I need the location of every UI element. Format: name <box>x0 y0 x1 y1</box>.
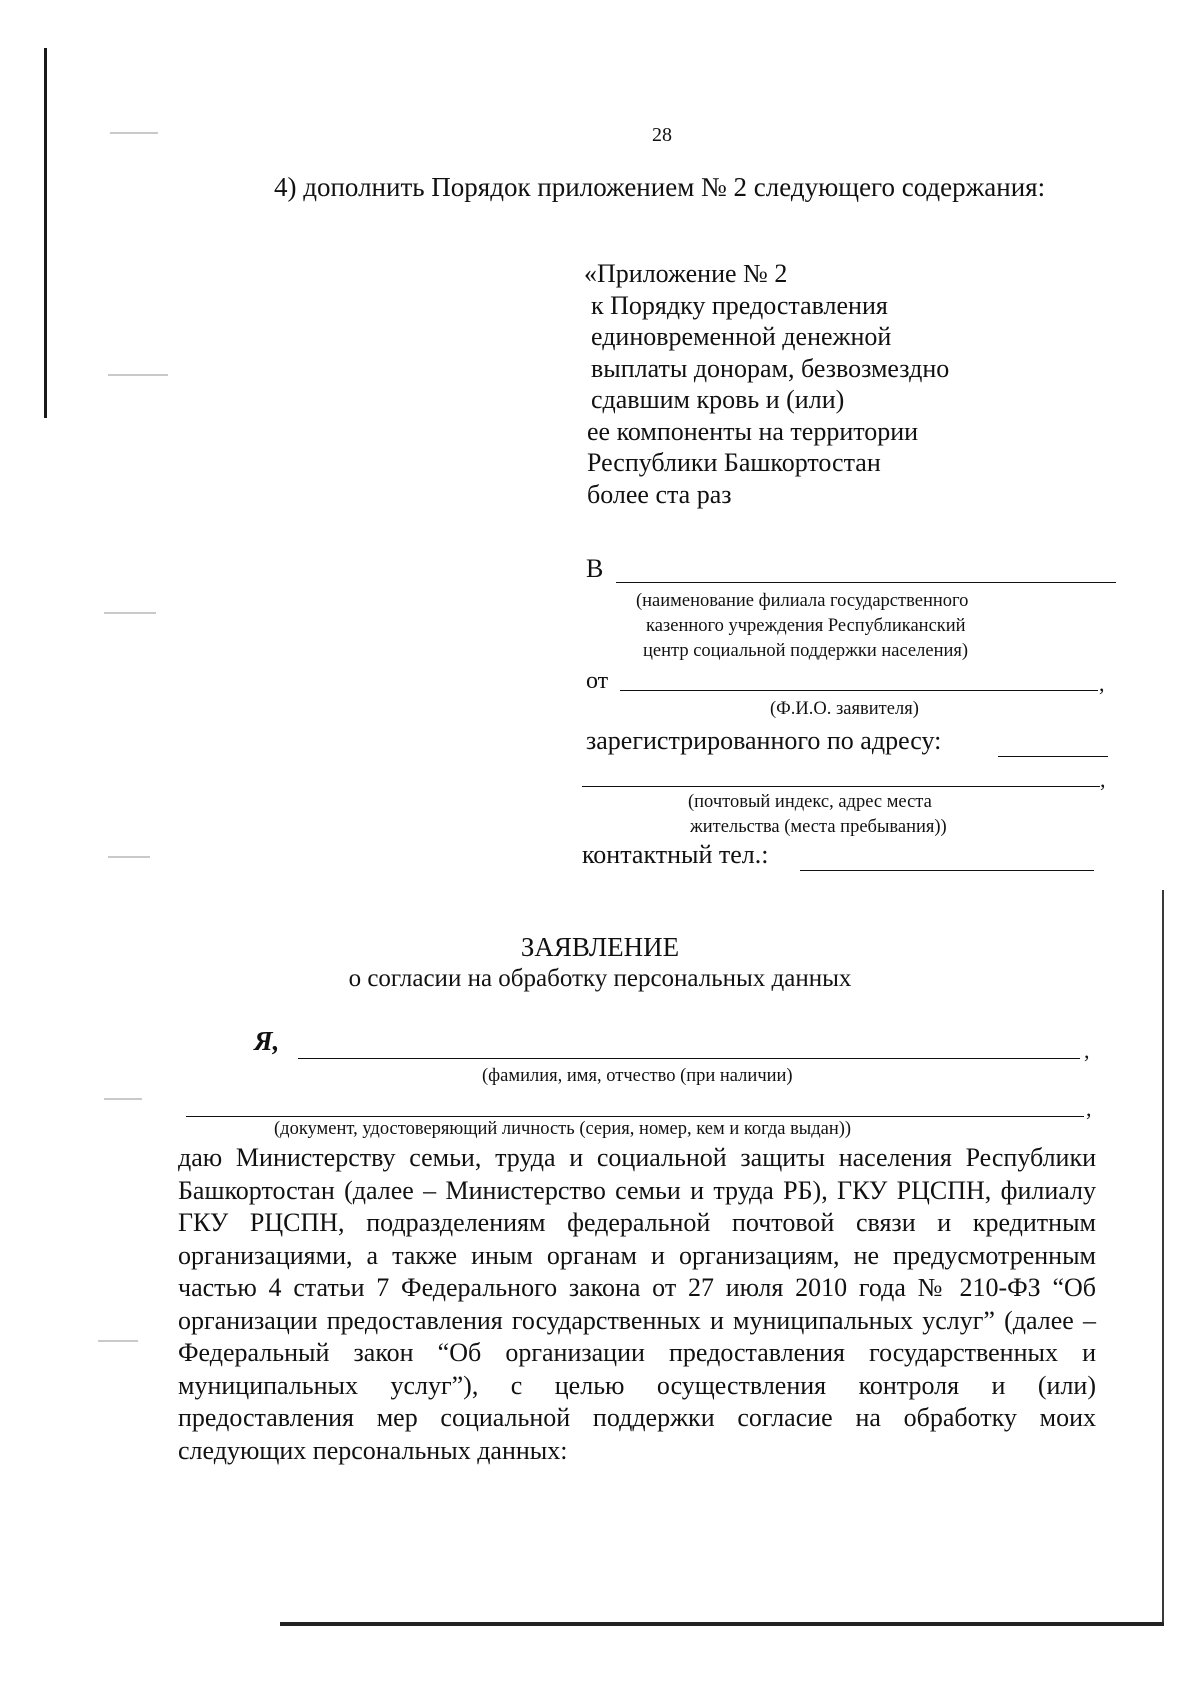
comma: , <box>1086 1096 1092 1121</box>
name-caption: (фамилия, имя, отчество (при наличии) <box>482 1066 793 1086</box>
to-blank-line[interactable] <box>616 582 1116 583</box>
appendix-line: Республики Башкортостан <box>587 448 881 477</box>
registered-label: зарегистрированного по адресу: <box>586 726 942 755</box>
appendix-line: «Приложение № 2 <box>584 259 788 288</box>
phone-label: контактный тел.: <box>582 840 769 869</box>
to-caption: казенного учреждения Республиканский <box>646 616 966 636</box>
comma: , <box>1099 671 1105 696</box>
scan-speck <box>104 1098 142 1100</box>
document-caption: (документ, удостоверяющий личность (серия, номер, кем и когда выдан)) <box>274 1119 852 1139</box>
scan-edge-bottom <box>280 1622 1164 1626</box>
address-blank-line-1[interactable] <box>998 756 1108 757</box>
address-caption: жительства (места пребывания)) <box>690 817 947 837</box>
to-caption: центр социальной поддержки населения) <box>643 641 969 661</box>
consent-body-text: даю Министерству семьи, труда и социальной защиты населения Республики Башкортостан (далее – Министерство семьи и труда РБ), ГКУ РЦСПН, филиалу ГКУ РЦСПН, подразделениям федеральной почтовой связи и кредитным организациями, а также иным органам и организациям, не предусмотренным частью 4 статьи 7 Федерального закона от 27 июля 2010 года № 210-ФЗ “Об организации предоставления государственных и муниципальных услуг” (далее – Федеральный закон “Об организации предоставления государственных и муниципальных услуг”), с целью осуществления контроля и (или) предоставления мер социальной поддержки согласие на обработку моих следующих персональных данных: <box>178 1143 1096 1465</box>
scan-edge-right <box>1162 890 1164 1625</box>
document-line[interactable] <box>186 1116 1084 1117</box>
applicant-label: Я, <box>254 1026 280 1056</box>
applicant-name-line[interactable] <box>298 1058 1080 1059</box>
from-caption: (Ф.И.О. заявителя) <box>770 699 919 719</box>
page-number: 28 <box>652 124 672 146</box>
comma: , <box>1100 767 1106 792</box>
scan-speck <box>98 1340 138 1342</box>
address-caption: (почтовый индекс, адрес места <box>688 792 932 812</box>
from-label: от <box>586 668 609 694</box>
scan-speck <box>108 374 168 376</box>
appendix-line: единовременной денежной <box>591 322 892 351</box>
intro-line: 4) дополнить Порядок приложением № 2 следующего содержания: <box>274 172 1046 202</box>
address-blank-line-2[interactable] <box>582 786 1100 787</box>
scan-edge-left <box>44 48 47 418</box>
appendix-line: к Порядку предоставления <box>591 290 888 320</box>
appendix-line: ее компоненты на территории <box>587 416 919 446</box>
to-caption: (наименование филиала государственного <box>636 591 969 611</box>
comma: , <box>1084 1038 1090 1063</box>
document-title: ЗАЯВЛЕНИЕ <box>520 932 680 962</box>
appendix-line: более ста раз <box>587 479 732 509</box>
appendix-header <box>584 258 949 510</box>
appendix-line: выплаты донорам, безвозмездно <box>591 353 950 383</box>
phone-blank-line[interactable] <box>800 870 1094 871</box>
scan-speck <box>110 132 158 134</box>
from-blank-line[interactable] <box>620 690 1098 691</box>
scan-speck <box>104 612 156 614</box>
document-subtitle: о согласии на обработку персональных данных <box>348 965 852 992</box>
to-label: В <box>586 554 604 583</box>
appendix-line: сдавшим кровь и (или) <box>591 385 845 414</box>
scan-speck <box>108 856 150 858</box>
